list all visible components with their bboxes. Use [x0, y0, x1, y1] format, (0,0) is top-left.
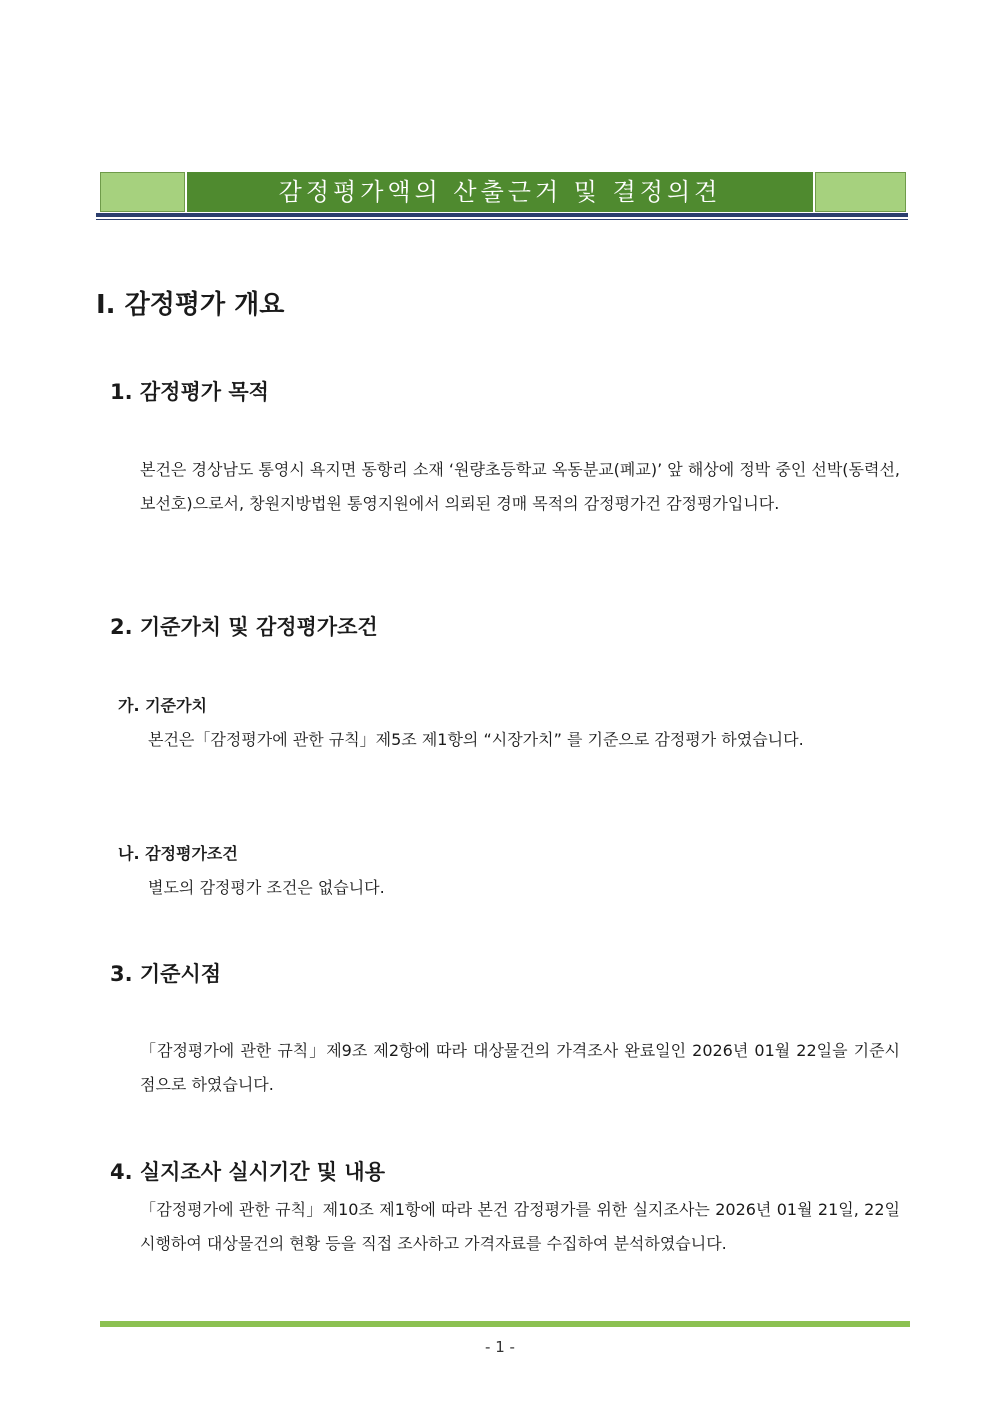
item-heading-conditions: 나. 감정평가조건	[118, 844, 238, 863]
title-bar	[100, 172, 906, 212]
subsection-heading-basis-value: 2. 기준가치 및 감정평가조건	[110, 615, 378, 639]
subsection-heading-base-date: 3. 기준시점	[110, 962, 222, 986]
subsection-heading-purpose: 1. 감정평가 목적	[110, 380, 269, 404]
subsection-heading-inspection: 4. 실지조사 실시기간 및 내용	[110, 1160, 385, 1184]
page-number: - 1 -	[485, 1338, 515, 1356]
conditions-paragraph: 별도의 감정평가 조건은 없습니다.	[148, 878, 385, 897]
item-heading-basis-value: 가. 기준가치	[118, 696, 207, 715]
title-underline-thick	[96, 213, 908, 217]
title-bar-right-block	[815, 172, 906, 212]
document-title: 감정평가액의 산출근거 및 결정의견	[187, 172, 813, 212]
title-underline-thin	[96, 219, 908, 220]
section-heading: I. 감정평가 개요	[96, 290, 285, 320]
title-bar-left-block	[100, 172, 185, 212]
basis-value-paragraph: 본건은「감정평가에 관한 규칙」제5조 제1항의 “시장가치” 를 기준으로 감정평가 하였습니다.	[148, 730, 804, 749]
base-date-paragraph: 「감정평가에 관한 규칙」제9조 제2항에 따라 대상물건의 가격조사 완료일인 2026년 01월 22일을 기준시점으로 하였습니다.	[140, 1041, 900, 1094]
inspection-paragraph: 「감정평가에 관한 규칙」제10조 제1항에 따라 본건 감정평가를 위한 실지조사는 2026년 01월 21일, 22일 시행하여 대상물건의 현황 등을 직접 조사하고 가격자료를 수집하여 분석하였습니다.	[140, 1200, 900, 1253]
purpose-paragraph: 본건은 경상남도 통영시 욕지면 동항리 소재 ‘원량초등학교 옥동분교(폐교)’ 앞 해상에 정박 중인 선박(동력선, 보선호)으로서, 창원지방법원 통영지원에서 의뢰된 경매 목적의 감정평가건 감정평가입니다.	[140, 460, 900, 513]
footer-rule	[100, 1321, 910, 1327]
